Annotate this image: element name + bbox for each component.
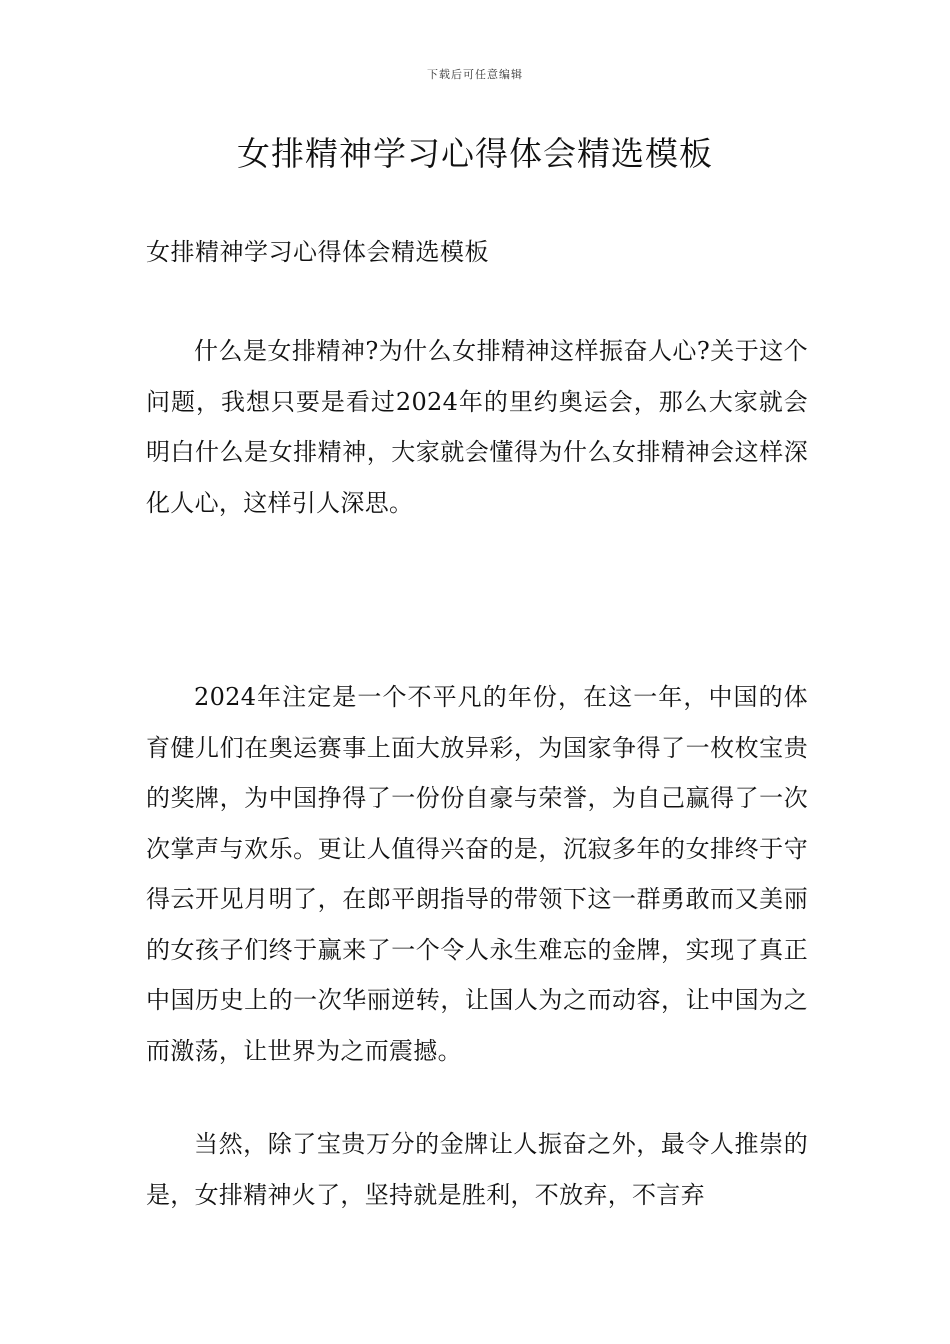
paragraph-3: 当然，除了宝贵万分的金牌让人振奋之外，最令人推崇的是，女排精神火了，坚持就是胜利，不放弃，不言弃 [146,1130,808,1209]
paragraph-2: 2024年注定是一个不平凡的年份，在这一年，中国的体育健儿们在奥运赛事上面大放异彩，为国家争得了一枚枚宝贵的奖牌，为中国挣得了一份份自豪与荣誉，为自己赢得了一次次掌声与欢乐。更让人值得兴奋的是，沉寂多年的女排终于守得云开见月明了，在郎平朗指导的带领下这一群勇敢而又美丽的女孩子们终于赢来了一个令人永生难忘的金牌，实现了真正中国历史上的一次华丽逆转，让国人为之而动容，让中国为之而激荡，让世界为之而震撼。 [146,683,808,1065]
header-note: 下载后可任意编辑 [427,68,523,81]
document-title: 女排精神学习心得体会精选模板 [237,134,713,173]
paragraph-1: 什么是女排精神?为什么女排精神这样振奋人心?关于这个问题，我想只要是看过2024年的里约奥运会，那么大家就会明白什么是女排精神，大家就会懂得为什么女排精神会这样深化人心，这样引人深思。 [146,337,808,517]
document-subtitle: 女排精神学习心得体会精选模板 [146,238,489,266]
